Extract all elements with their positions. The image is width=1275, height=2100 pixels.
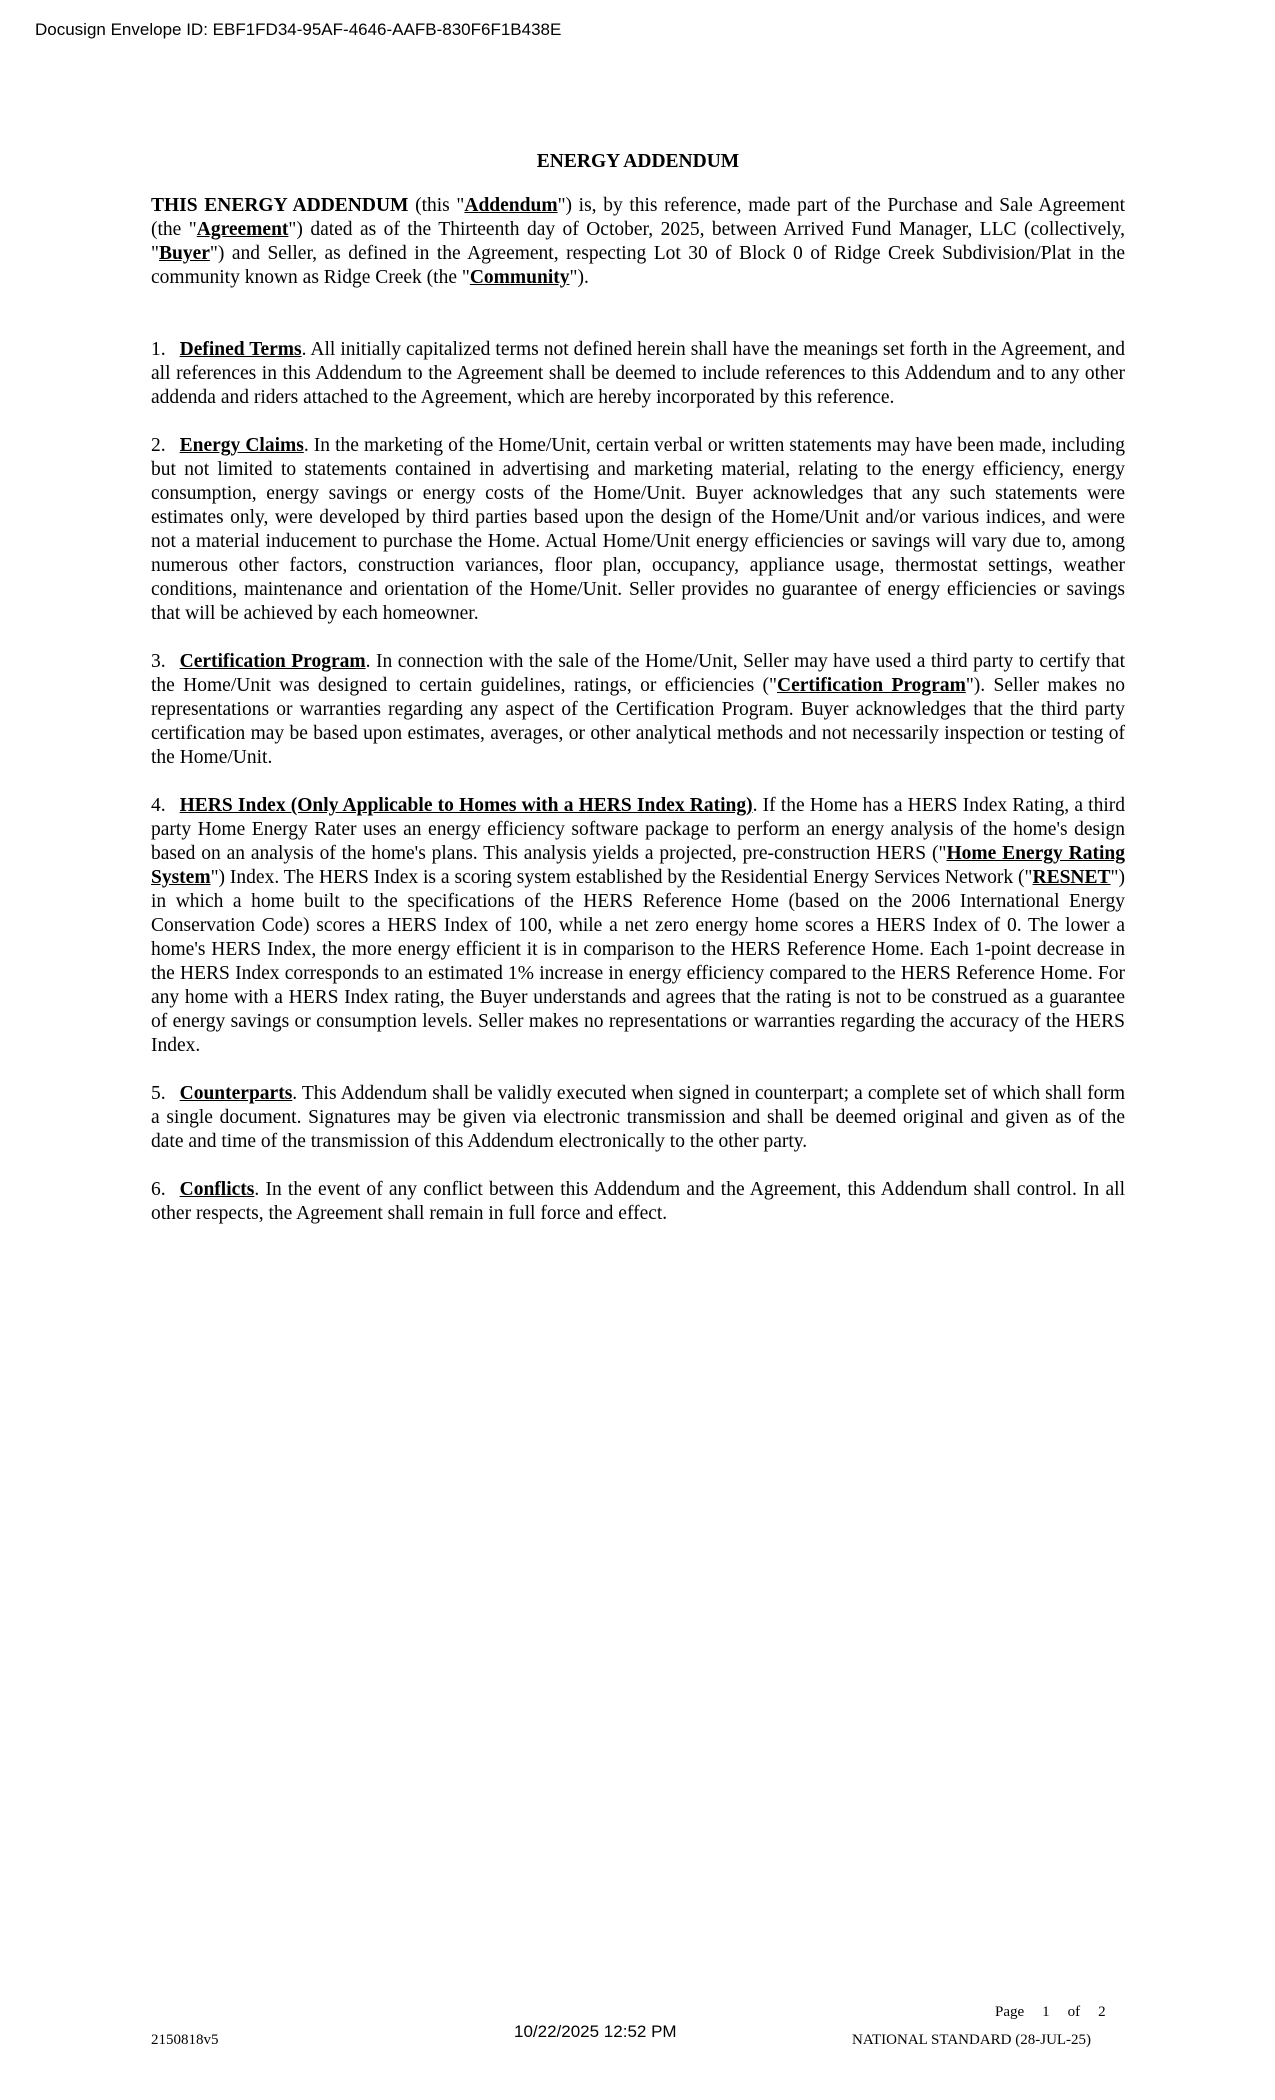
- section-hers-index: [151, 794, 1125, 1058]
- page-of-label: of: [1067, 2004, 1081, 2020]
- section-text: . In the event of any conflict between this Addendum and the Agreement, this Addendum shall control. In all other respects, the Agreement shall remain in full force and effect.: [151, 1179, 1125, 1224]
- defined-term-community: Community: [469, 267, 570, 288]
- section-conflicts: [151, 1178, 1125, 1226]
- intro-text: ") is, by this reference, made part of the Purchase and Sale Agreement (the ": [151, 195, 1125, 240]
- page-total: 2: [1098, 2004, 1106, 2020]
- document-code: 2150818v5: [151, 2032, 219, 2048]
- section-text: . This Addendum shall be validly executed when signed in counterpart; a complete set of which shall form a single document. Signatures may be given via electronic transmission and shall be deemed original and given as of the date and time of the transmission of this Addendum electronically to the other party.: [151, 1083, 1125, 1152]
- intro-paragraph: [151, 194, 1125, 290]
- document-body: [151, 150, 1125, 1250]
- section-counterparts: [151, 1082, 1125, 1154]
- intro-text: (this ": [408, 195, 465, 216]
- section-heading: Counterparts: [179, 1083, 293, 1104]
- intro-text: ") dated as of the Thirteenth day of October, 2025, between Arrived Fund Manager, LLC (collectively, ": [151, 219, 1126, 264]
- section-heading: Conflicts: [179, 1179, 255, 1200]
- intro-text: ") and Seller, as defined in the Agreement, respecting Lot 30 of Block 0 of Ridge Creek Subdivision/Plat in the community known as Ridge Creek (the ": [151, 243, 1125, 288]
- section-text: . All initially capitalized terms not defined herein shall have the meanings set forth in the Agreement, and all references in this Addendum to the Agreement shall be deemed to include references to this Addendum and to any other addenda and riders attached to the Agreement, which are hereby incorporated by this reference.: [151, 339, 1126, 408]
- section-heading: Energy Claims: [179, 435, 304, 456]
- section-defined-terms: [151, 338, 1125, 410]
- section-heading: HERS Index (Only Applicable to Homes with a HERS Index Rating): [179, 795, 753, 816]
- section-text: . If the Home has a HERS Index Rating, a third party Home Energy Rater uses an energy efficiency software package to perform an energy analysis of the home's design based on an analysis of the home's plans. This analysis yields a projected, pre-construction HERS (": [151, 795, 1126, 864]
- section-text: . In the marketing of the Home/Unit, certain verbal or written statements may have been made, including but not limited to statements contained in advertising and marketing material, relating to the energy efficiency, energy consumption, energy savings or energy costs of the Home/Unit. Buyer acknowledges that any such statements were estimates only, were developed by third parties based upon the design of the Home/Unit and/or various indices, and were not a material inducement to purchase the Home. Actual Home/Unit energy efficiencies or savings will vary due to, among numerous other factors, construction variances, floor plan, occupancy, appliance usage, thermostat settings, weather conditions, maintenance and orientation of the Home/Unit. Seller provides no guarantee of energy efficiencies or savings that will be achieved by each homeowner.: [151, 435, 1125, 624]
- defined-term-buyer: Buyer: [158, 243, 210, 264]
- signature-timestamp: 10/22/2025 12:52 PM: [514, 2022, 677, 2041]
- section-certification-program: [151, 650, 1125, 770]
- section-text: "). Seller makes no representations or warranties regarding any aspect of the Certification Program. Buyer acknowledges that the third party certification may be based upon estimates, averages, or other analytical methods and not necessarily inspection or testing of the Home/Unit.: [151, 675, 1125, 768]
- section-heading: Defined Terms: [179, 339, 302, 360]
- section-number: 4.: [151, 795, 166, 816]
- section-text: ") Index. The HERS Index is a scoring system established by the Residential Energy Services Network (": [210, 867, 1033, 888]
- page-indicator: [995, 2004, 1106, 2021]
- section-number: 2.: [151, 435, 166, 456]
- national-standard-label: NATIONAL STANDARD (28-JUL-25): [852, 2032, 1092, 2048]
- defined-term-addendum: Addendum: [464, 195, 558, 216]
- document-title: ENERGY ADDENDUM: [536, 151, 740, 172]
- page-number: 1: [1042, 2004, 1050, 2020]
- section-number: 5.: [151, 1083, 166, 1104]
- section-energy-claims: [151, 434, 1125, 626]
- defined-term-resnet: RESNET: [1032, 867, 1111, 888]
- defined-term-agreement: Agreement: [196, 219, 289, 240]
- section-number: 3.: [151, 651, 166, 672]
- section-number: 6.: [151, 1179, 166, 1200]
- section-number: 1.: [151, 339, 166, 360]
- envelope-id: Docusign Envelope ID: EBF1FD34-95AF-4646-AAFB-830F6F1B438E: [35, 20, 562, 39]
- intro-lead: THIS ENERGY ADDENDUM: [151, 195, 409, 216]
- section-text: . In connection with the sale of the Home/Unit, Seller may have used a third party to certify that the Home/Unit was designed to certain guidelines, ratings, or efficiencies (": [151, 651, 1125, 696]
- section-text: ") in which a home built to the specifications of the HERS Reference Home (based on the 2006 International Energy Conservation Code) scores a HERS Index of 100, while a net zero energy home scores a HERS Index of 0. The lower a home's HERS Index, the more energy efficient it is in comparison to the HERS Reference Home. Each 1-point decrease in the HERS Index corresponds to an estimated 1% increase in energy efficiency compared to the HERS Reference Home. For any home with a HERS Index rating, the Buyer understands and agrees that the rating is not to be construed as a guarantee of energy savings or consumption levels. Seller makes no representations or warranties regarding the accuracy of the HERS Index.: [151, 867, 1125, 1056]
- defined-term-certification-program: Certification Program: [777, 675, 966, 696]
- intro-text: ").: [569, 267, 589, 288]
- section-heading: Certification Program: [179, 651, 366, 672]
- page-label: Page: [995, 2004, 1025, 2020]
- defined-term-home-energy-rating-system: Home Energy Rating System: [151, 843, 1125, 888]
